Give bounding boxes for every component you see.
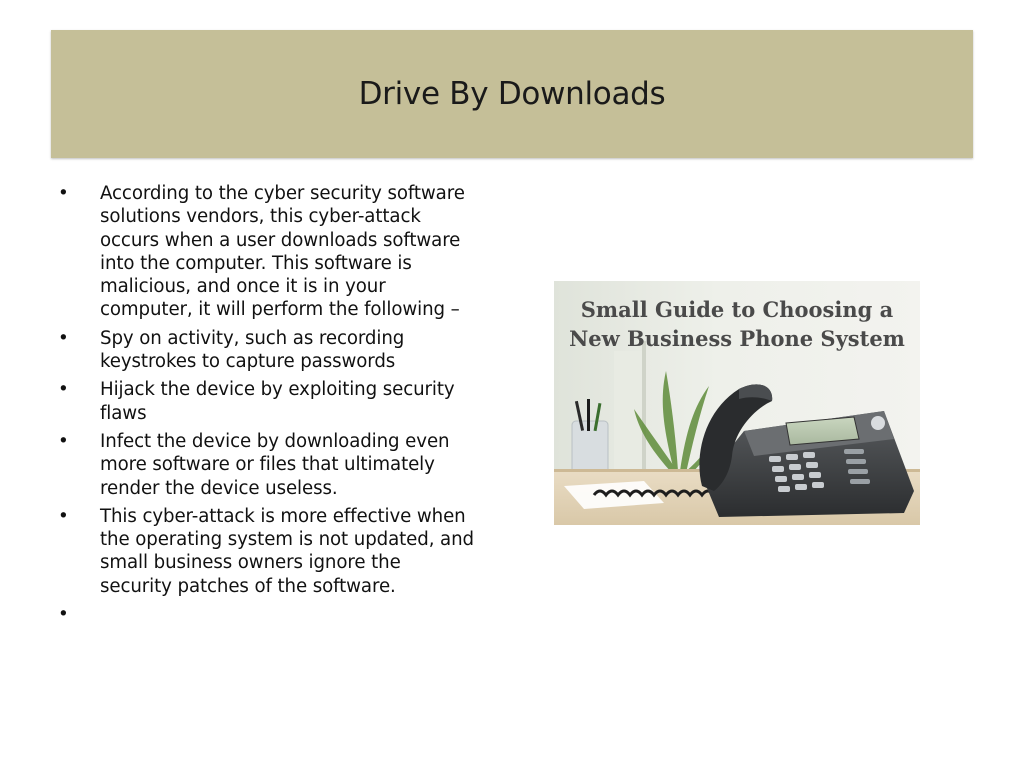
bullet-item (58, 430, 478, 500)
bullet-dot: • (58, 505, 69, 527)
slide-title: Drive By Downloads (358, 76, 666, 112)
bullet-text: According to the cyber security software solutions vendors, this cyber-attack occurs when a user downloads software into the computer. This software is malicious, and once it is in your computer, it will perform the following – (100, 183, 465, 321)
bullet-dot: • (58, 379, 69, 401)
bullet-dot: • (58, 183, 69, 204)
bullet-dot: • (58, 430, 69, 452)
bullet-item (58, 505, 478, 598)
bullet-text: Infect the device by downloading even more software or files that ultimately render the device useless. (100, 430, 450, 499)
bullet-dot: • (58, 327, 69, 349)
image-caption-line2: New Business Phone System (569, 326, 905, 351)
title-band (51, 30, 973, 158)
bullet-text: This cyber-attack is more effective when the operating system is not updated, and small business owners ignore the security patches of the software. (100, 505, 474, 597)
bullet-dot: • (58, 604, 69, 626)
bullet-item (58, 378, 478, 425)
bullet-item (58, 182, 478, 322)
bullet-item (58, 327, 478, 374)
image-caption-line1: Small Guide to Choosing a (580, 297, 894, 322)
phone-system-image (554, 281, 920, 525)
bullet-text: Hijack the device by exploiting security flaws (100, 379, 455, 424)
bullet-list (58, 182, 478, 626)
bullet-text: Spy on activity, such as recording keystrokes to capture passwords (100, 327, 405, 373)
image-caption (554, 295, 920, 353)
